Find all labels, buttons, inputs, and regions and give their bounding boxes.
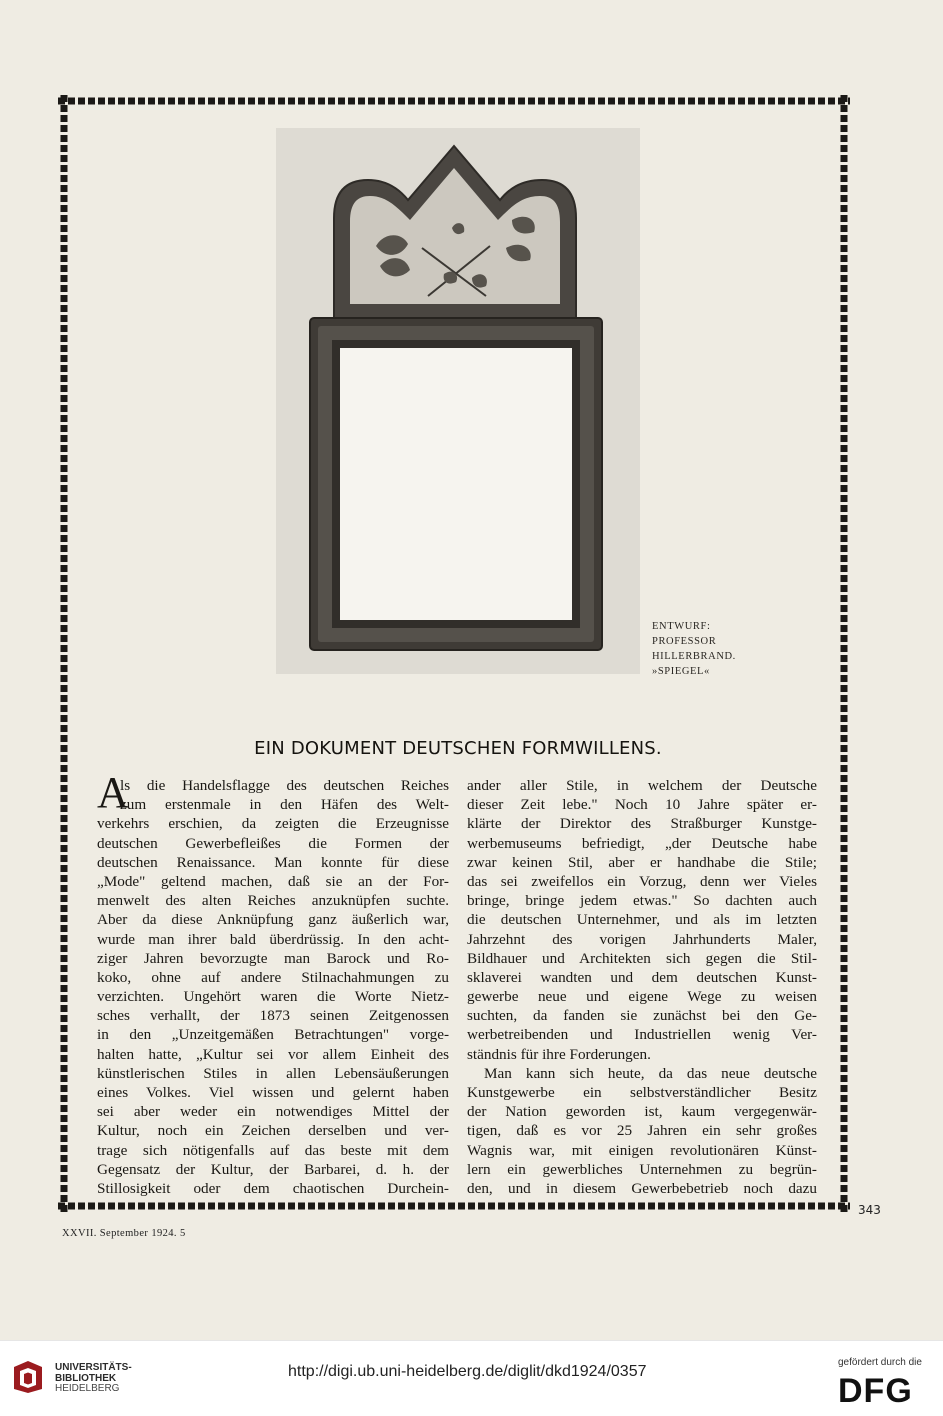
library-name-line: HEIDELBERG (55, 1383, 120, 1394)
text-line: gewerbe neue und eigene Wege zu weisen (467, 988, 817, 1006)
text-line: sklaverei wandten und dem deutschen Kunst- (467, 968, 817, 986)
caption-line: ENTWURF: (652, 621, 711, 632)
text-line: sches verhallt, der 1873 seinen Zeitgenossen (97, 1007, 449, 1025)
text-line: koko, ohne auf andere Stilnachahmungen zu (97, 968, 449, 986)
text-line: Kunstgewerbe ein selbstverständlicher Besitz (467, 1084, 817, 1101)
text-line: der Nation geworden ist, kaum vergegenwär- (467, 1103, 817, 1121)
drop-cap: A (97, 768, 129, 817)
text-line: Kultur, noch ein Zeichen derselben und ver- (97, 1122, 449, 1140)
article-title: EIN DOKUMENT DEUTSCHEN FORMWILLENS. (254, 738, 662, 759)
text-line: verzichten. Ungehört waren die Worte Nietz- (97, 988, 449, 1006)
text-line: in den „Unzeitgemäßen Betrachtungen" vorge- (97, 1026, 449, 1044)
text-line: ander aller Stile, in welchem der Deutsche (467, 777, 817, 794)
text-line: deutschen Renaissance. Man konnte für diese (97, 853, 449, 871)
text-line: zwar keinen Stil, aber er handhabe die Stile; (467, 853, 817, 871)
photo-caption (652, 619, 762, 679)
funding-note: gefördert durch die (838, 1357, 922, 1368)
text-line: dieser Zeit lebe." Noch 10 Jahre später er- (467, 796, 817, 814)
text-line: bringe, bringe jedem etwas." So dachten auch (467, 892, 817, 910)
text-line: den, und in diesem Gewerbebetrieb noch dazu (467, 1179, 817, 1197)
text-line: Bildhauer und Architekten sich gegen die Stil- (467, 949, 817, 967)
text-line: sei aber weder ein notwendiges Mittel der (97, 1103, 449, 1121)
caption-line: »SPIEGEL« (652, 666, 710, 677)
text-line: trage sich nötigenfalls auf das beste mit dem (97, 1141, 449, 1159)
text-line: menwelt des alten Reiches anzuknüpfen suchte. (97, 892, 449, 910)
text-line: werbemuseums befriedigt, „der Deutsche habe (467, 834, 817, 852)
library-name-line: BIBLIOTHEK (55, 1372, 117, 1384)
text-column-left (97, 776, 449, 1198)
mirror-illustration (276, 128, 640, 674)
text-line: wurde man ihrer bald überdrüssig. In den acht- (97, 930, 449, 948)
text-line: künstlerischen Stiles in allen Lebensäußerungen (97, 1064, 449, 1082)
text-line: Aber da diese Anknüpfung ganz äußerlich war, (97, 911, 449, 929)
text-line: eines Volkes. Viel wissen und gelernt haben (97, 1084, 449, 1101)
text-line: werbetreibenden und Industriellen wenig Ver- (467, 1026, 817, 1044)
text-line: ständnis für ihre Forderungen. (467, 1045, 651, 1063)
issue-line: XXVII. September 1924. 5 (62, 1228, 186, 1239)
mirror-photograph (276, 128, 640, 674)
text-line: das sei zweifellos ein Vorzug, denn wer Vieles (467, 872, 817, 890)
text-line: Jahrzehnt des vorigen Jahrhunderts Maler, (467, 930, 817, 948)
text-line: Wagnis war, mit einigen revolutionären Künst- (467, 1141, 817, 1159)
page-number: 343 (858, 1203, 881, 1217)
text-line: suchten, da fanden sie zunächst bei den Ge- (467, 1007, 817, 1025)
university-library-logo-icon (10, 1359, 46, 1395)
text-line: ls die Handelsflagge des deutschen Reiches (120, 777, 449, 794)
dfg-logo: DFG (838, 1372, 913, 1410)
text-line: Gegensatz der Kultur, der Barbarei, d. h. der (97, 1160, 449, 1178)
library-name-line: UNIVERSITÄTS- (55, 1362, 132, 1373)
text-line: halten hatte, „Kultur sei vor allem Einheit des (97, 1045, 449, 1063)
viewer-footer (0, 1340, 943, 1416)
permalink-url[interactable]: http://digi.ub.uni-heidelberg.de/diglit/dkd1924/0357 (288, 1363, 647, 1380)
text-column-right (467, 776, 817, 1198)
text-line: zum erstenmale in den Häfen des Welt- (120, 796, 449, 814)
text-line: lern ein gewerbliches Unternehmen zu begrün- (467, 1160, 817, 1178)
caption-line: PROFESSOR (652, 636, 717, 647)
library-name (55, 1363, 132, 1395)
text-line: Stillosigkeit oder dem chaotischen Durchein- (97, 1179, 449, 1197)
text-line: die deutschen Unternehmer, und als im letzten (467, 911, 817, 929)
text-line: Man kann sich heute, da das neue deutsche (484, 1064, 817, 1082)
caption-line: HILLERBRAND. (652, 651, 736, 662)
text-line: klärte der Direktor des Straßburger Kunstge- (467, 815, 817, 833)
text-line: verkehrs erschien, da zeigten die Erzeugnisse (97, 815, 449, 833)
text-line: ziger Jahren bevorzugte man Barock und Ro- (97, 949, 449, 967)
text-line: tigen, daß es vor 25 Jahren ein sehr großes (467, 1122, 817, 1140)
text-line: deutschen Gewerbefleißes die Formen der (97, 834, 449, 852)
text-line: „Mode" geltend machen, daß sie an der For- (97, 872, 449, 890)
